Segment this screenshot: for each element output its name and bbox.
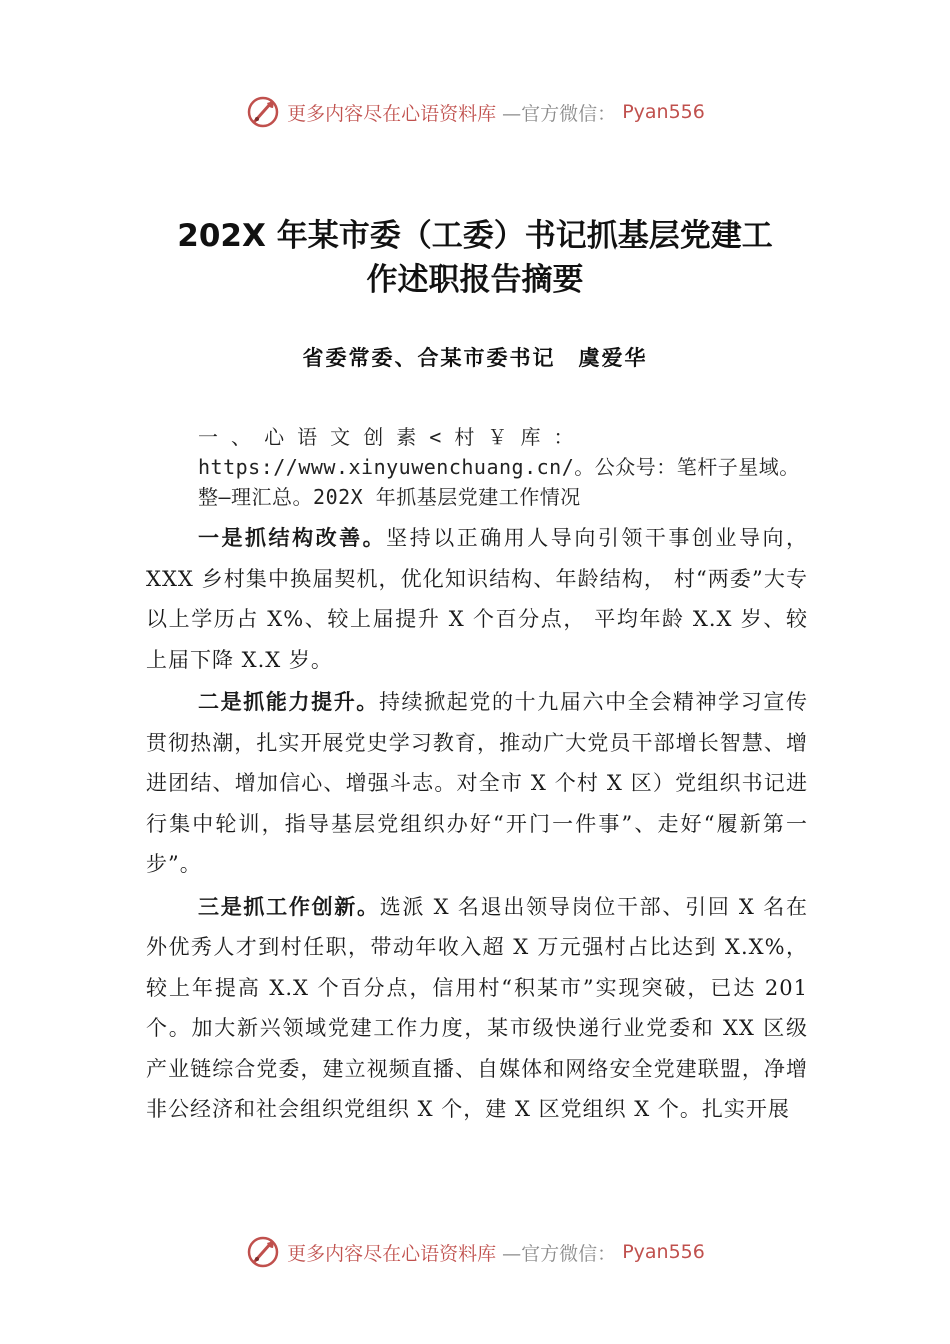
paragraph-1-text: 坚持以正确用人导向引领干事创业导向，XXX 乡村集中换届契机，优化知识结构、年龄结构， 村“两委”大专以上学历占 X%、较上届提升 X 个百分点， 平均年龄 X.X 岁、较上届下降 X.X 岁。	[146, 526, 809, 672]
paragraph-1	[146, 518, 808, 680]
banner-wechat-label: —官方微信：	[502, 102, 617, 125]
paragraph-3	[146, 887, 808, 1130]
title-line-2: 作述职报告摘要	[366, 262, 584, 298]
paragraph-2	[146, 682, 808, 885]
footer-banner	[0, 1232, 950, 1272]
banner-wechat-label: —官方微信：	[502, 1242, 617, 1265]
paragraph-3-text: 选派 X 名退出领导岗位干部、引回 X 名在外优秀人才到村任职，带动年收入超 X 万元强村占比达到 X.X%，较上年提高 X.X 个百分点，信用村“积某市”实现突破，已达 201 个。加大新兴领域党建工作力度，某市级快递行业党委和 XX 区级产业链综合党委，建立视频直播、自媒体和网络安全党建联盟，净增非公经济和社会组织党组织 X 个，建 X 区党组织 X 个。扎实开展	[146, 894, 808, 1121]
paragraph-1-lead: 一是抓结构改善。	[198, 525, 387, 550]
banner-wechat-id: Pyan556	[622, 1241, 705, 1263]
paragraph-3-lead: 三是抓工作创新。	[198, 893, 380, 919]
banner-wechat-id: Pyan556	[622, 101, 705, 123]
paragraph-2-text: 持续掀起党的十九届六中全会精神学习宣传贯彻热潮，扎实开展党史学习教育，推动广大党员干部增长智慧、增进团结、增加信心、增强斗志。对全市 X 个村 X 区）党组织书记进行集中轮训，指导基层党组织办好“开门一件事”、走好“履新第一步”。	[146, 690, 809, 876]
document-author: 省委常委、合某市委书记 虞爱华	[302, 345, 648, 370]
document-title	[100, 214, 850, 302]
title-line-1: 202X 年某市委（工委）书记抓基层党建工	[177, 218, 773, 254]
intro-paragraph: 一 、 心 语 文 创 素 < 村 ￥ 库 ： https://www.xinyuwenchuang.cn/。公众号：笔杆子星域。整—理汇总。202X 年抓基层党建工作情况	[198, 425, 800, 509]
paragraph-2-lead: 二是抓能力提升。	[198, 689, 379, 714]
quill-pen-logo-icon	[245, 1234, 281, 1270]
header-banner	[0, 92, 950, 132]
banner-text: 更多内容尽在心语资料库	[287, 1242, 497, 1265]
quill-pen-logo-icon	[245, 94, 281, 130]
document-body	[146, 422, 808, 1130]
banner-text: 更多内容尽在心语资料库	[287, 102, 497, 125]
